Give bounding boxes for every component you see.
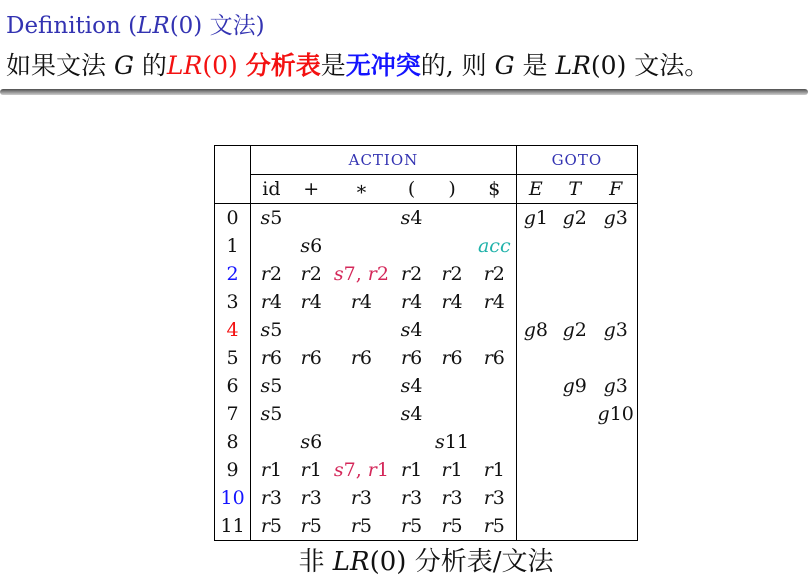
action-cell (292, 316, 331, 344)
action-cell (292, 204, 331, 233)
terminal-header-plus: + (292, 175, 331, 204)
action-cell: s5 (260, 375, 283, 397)
goto-cell (516, 400, 555, 428)
conflict-entry: s7, r2 (333, 263, 389, 285)
action-cell: r1 (400, 459, 423, 481)
definition-block-title (6, 7, 265, 40)
action-cell (431, 372, 473, 400)
action-cell (392, 428, 431, 456)
state-number-cell: 9 (215, 456, 251, 484)
goto-cell: g9 (562, 375, 587, 397)
table-row-state-5 (215, 344, 638, 372)
goto-cell (594, 484, 637, 512)
action-cell (473, 316, 516, 344)
action-cell (431, 400, 473, 428)
text-segment: G (494, 51, 515, 80)
conflict-entry: s7, r1 (333, 459, 389, 481)
action-cell: r2 (260, 263, 283, 285)
table-row-state-11 (215, 512, 638, 541)
action-cell (473, 428, 516, 456)
terminal-header-dollar: $ (473, 175, 516, 204)
action-cell: r5 (260, 515, 283, 537)
action-cell: r4 (350, 291, 373, 313)
action-cell: r4 (260, 291, 283, 313)
table-row-state-10 (215, 484, 638, 512)
corner-cell (215, 175, 251, 204)
goto-cell (555, 428, 595, 456)
state-number-cell: 1 (215, 232, 251, 260)
action-cell: r2 (300, 263, 322, 285)
action-cell: r1 (260, 459, 283, 481)
table-row-state-4 (215, 316, 638, 344)
text-segment: 无冲突 (345, 51, 421, 80)
definition-body-text (6, 46, 709, 82)
goto-cell: g2 (562, 207, 587, 229)
goto-cell (594, 232, 637, 260)
action-cell (331, 428, 392, 456)
action-cell (392, 232, 431, 260)
goto-cell (555, 260, 595, 288)
text-segment: (0) 分析表/文法 (369, 547, 554, 577)
action-cell: r4 (441, 291, 463, 313)
goto-cell: g1 (516, 204, 555, 233)
action-cell (331, 400, 392, 428)
symbol-header-row (215, 175, 638, 204)
goto-cell (555, 512, 595, 541)
action-cell: r6 (260, 347, 283, 369)
terminal-header-lparen: ( (392, 175, 431, 204)
goto-cell (555, 400, 595, 428)
text-segment: 分析表 (245, 51, 321, 80)
action-cell (331, 232, 392, 260)
state-number-cell: 2 (215, 260, 251, 288)
text-segment: LR (137, 13, 170, 39)
text-segment: (0) (202, 51, 246, 80)
action-cell: r6 (441, 347, 463, 369)
goto-cell (555, 484, 595, 512)
action-cell: s6 (300, 431, 323, 453)
action-cell: s4 (400, 207, 423, 229)
text-segment: 的 (133, 51, 167, 80)
text-segment: (0) 文法。 (590, 51, 710, 80)
action-cell (292, 372, 331, 400)
action-cell: r5 (483, 515, 505, 537)
goto-cell: g3 (603, 375, 628, 397)
action-cell: s6 (300, 235, 323, 257)
action-cell: s11 (435, 431, 469, 453)
action-cell: r6 (300, 347, 322, 369)
goto-cell (516, 232, 555, 260)
table-row-state-6 (215, 372, 638, 400)
table-row-state-2 (215, 260, 638, 288)
goto-cell (516, 260, 555, 288)
goto-cell: g2 (562, 319, 587, 341)
terminal-header-id: id (251, 175, 292, 204)
goto-section-header: GOTO (516, 146, 637, 175)
state-number-cell: 4 (215, 316, 251, 344)
text-segment: 如果文法 (6, 51, 114, 80)
text-segment: 是 (320, 51, 346, 80)
goto-cell: g8 (516, 316, 555, 344)
action-cell (473, 232, 516, 260)
action-cell: r4 (400, 291, 423, 313)
action-cell: r5 (350, 515, 373, 537)
state-number-cell: 6 (215, 372, 251, 400)
state-number-cell: 7 (215, 400, 251, 428)
goto-cell (555, 288, 595, 316)
action-cell (331, 456, 392, 484)
table-row-state-8 (215, 428, 638, 456)
nonterminal-header-T: T (555, 175, 595, 204)
goto-cell (516, 512, 555, 541)
action-cell: r4 (483, 291, 505, 313)
action-cell (251, 428, 292, 456)
corner-cell (215, 146, 251, 175)
action-cell: s5 (260, 403, 283, 425)
goto-cell (594, 456, 637, 484)
section-header-row (215, 146, 638, 175)
action-cell: r5 (400, 515, 423, 537)
text-segment: 的, 则 (420, 51, 495, 80)
text-segment: LR (555, 51, 591, 80)
action-cell: r2 (483, 263, 505, 285)
action-cell: r1 (441, 459, 463, 481)
goto-cell (555, 232, 595, 260)
action-cell: r6 (350, 347, 373, 369)
goto-cell (516, 428, 555, 456)
goto-cell (555, 344, 595, 372)
table-row-state-7 (215, 400, 638, 428)
goto-cell (594, 512, 637, 541)
action-cell: r5 (300, 515, 322, 537)
block-divider (0, 89, 808, 95)
goto-cell (516, 288, 555, 316)
action-cell: s4 (400, 403, 423, 425)
state-number-cell: 5 (215, 344, 251, 372)
goto-cell (594, 344, 637, 372)
action-cell: r3 (400, 487, 423, 509)
action-cell (473, 372, 516, 400)
action-cell (292, 400, 331, 428)
table-row-state-9 (215, 456, 638, 484)
text-segment: 是 (514, 51, 556, 80)
action-section-header: ACTION (251, 146, 517, 175)
action-cell: r4 (300, 291, 322, 313)
action-cell: r3 (483, 487, 505, 509)
text-segment: 非 (298, 547, 333, 577)
action-cell (473, 204, 516, 233)
goto-cell (516, 456, 555, 484)
action-cell: r2 (400, 263, 423, 285)
action-cell: r5 (441, 515, 463, 537)
action-cell (431, 204, 473, 233)
action-cell (251, 232, 292, 260)
nonterminal-header-E: E (516, 175, 555, 204)
goto-cell (555, 456, 595, 484)
action-cell: s5 (260, 207, 283, 229)
action-cell (331, 204, 392, 233)
goto-cell (516, 484, 555, 512)
action-cell: r1 (483, 459, 505, 481)
table-row-state-3 (215, 288, 638, 316)
goto-cell: g3 (603, 319, 628, 341)
action-cell: r1 (300, 459, 322, 481)
action-cell: s5 (260, 319, 283, 341)
lr-parse-table (214, 145, 638, 541)
state-number-cell: 11 (215, 512, 251, 541)
state-number-cell: 8 (215, 428, 251, 456)
goto-cell: g10 (597, 403, 634, 425)
text-segment: LR (332, 547, 370, 577)
goto-cell (594, 288, 637, 316)
parse-table-figure (214, 145, 638, 541)
state-number-cell: 3 (215, 288, 251, 316)
action-cell: r2 (441, 263, 463, 285)
action-cell (331, 372, 392, 400)
goto-cell (594, 428, 637, 456)
text-segment: LR (166, 51, 203, 80)
action-cell (331, 316, 392, 344)
action-cell (431, 232, 473, 260)
goto-cell (594, 260, 637, 288)
goto-cell: g3 (603, 207, 628, 229)
accept-entry: acc (477, 235, 511, 257)
table-row-state-1 (215, 232, 638, 260)
action-cell (331, 260, 392, 288)
table-row-state-0 (215, 204, 638, 233)
action-cell: r3 (441, 487, 463, 509)
action-cell: r3 (350, 487, 373, 509)
goto-cell (516, 372, 555, 400)
action-cell: r6 (483, 347, 505, 369)
action-cell: r3 (300, 487, 322, 509)
text-segment: G (113, 51, 134, 80)
table-caption (196, 541, 656, 578)
terminal-header-rparen: ) (431, 175, 473, 204)
action-cell: r3 (260, 487, 283, 509)
action-cell: s4 (400, 375, 423, 397)
state-number-cell: 0 (215, 204, 251, 233)
terminal-header-star: ∗ (331, 175, 392, 204)
action-cell (431, 316, 473, 344)
text-segment: (0) 文法) (169, 13, 265, 39)
action-cell: r6 (400, 347, 423, 369)
nonterminal-header-F: F (594, 175, 637, 204)
action-cell: s4 (400, 319, 423, 341)
text-segment: Definition ( (6, 13, 138, 39)
state-number-cell: 10 (215, 484, 251, 512)
action-cell (473, 400, 516, 428)
goto-cell (516, 344, 555, 372)
